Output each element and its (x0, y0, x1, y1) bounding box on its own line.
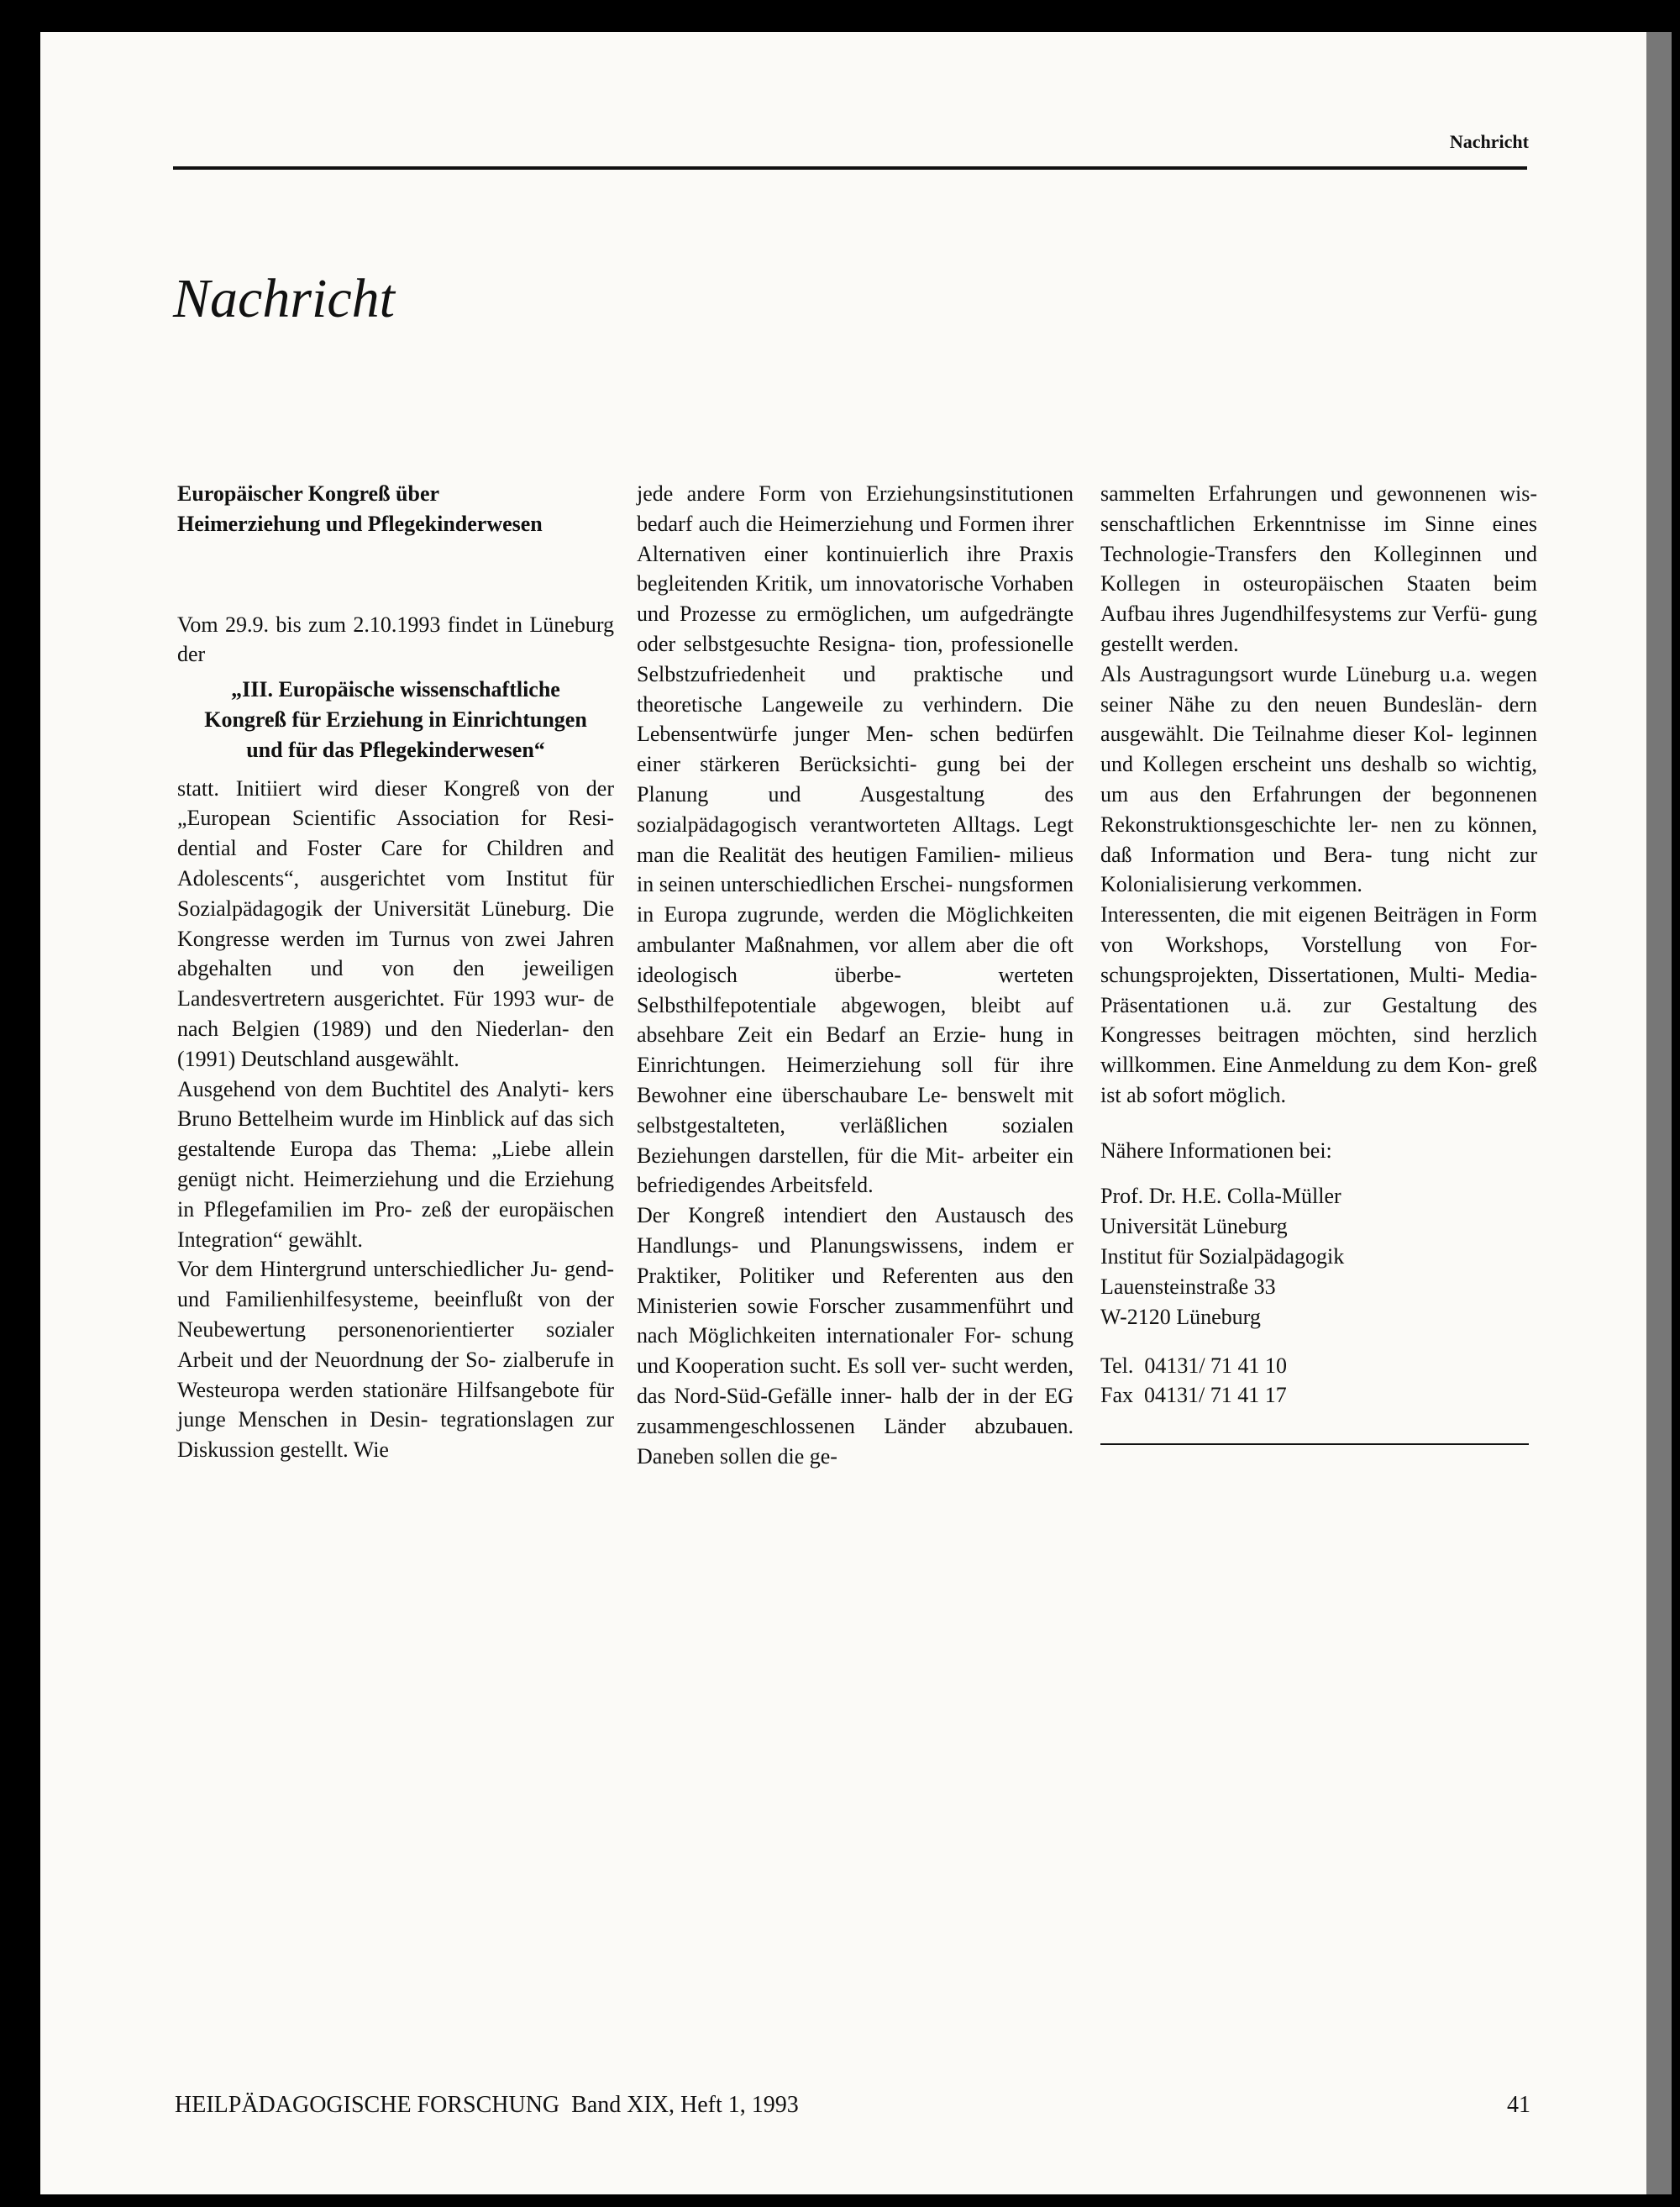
paragraph (177, 1075, 614, 1255)
text-line: nungsformen in Europa zugrunde, werden (637, 872, 1074, 927)
text-line: Interessenten, die mit eigenen Beiträgen in (1100, 902, 1483, 927)
text-line: dential and Foster Care for Children and (177, 836, 614, 861)
text-line: Legt man die Realität des heutigen Familien- (637, 812, 1074, 867)
text-line: und die Erziehung in Pflegefamilien im Pro- (177, 1166, 615, 1222)
text-line: Sozialpädagogik der Universität Lüneburg. (177, 896, 572, 921)
text-line: so wichtig, um aus den Erfahrungen der (1100, 752, 1538, 807)
running-head: Nachricht (1449, 131, 1529, 152)
text-line: nen zu können, daß Information und Bera- (1100, 812, 1538, 867)
contact-line: W-2120 Lüneburg (1100, 1304, 1261, 1329)
text-line: Vorhaben und Prozesse zu ermöglichen, um (637, 571, 1074, 627)
paragraph (1100, 900, 1537, 1111)
text-line: begonnenen Rekonstruktionsgeschichte ler- (1100, 781, 1538, 837)
contact-address (1100, 1181, 1537, 1332)
text-line: sozialpädagogisch verantworteten Alltags. (637, 812, 1021, 837)
text-line: dern ausgewählt. Die Teilnahme dieser Kol- (1100, 691, 1537, 747)
paragraph (637, 1201, 1074, 1471)
text-line: vor allem aber die oft ideologisch überbe- (637, 932, 1074, 987)
page-edge-shadow (1646, 32, 1672, 2194)
text-line: Ministerien sowie Forscher zusammenführt (637, 1293, 1032, 1318)
contact-line: Institut für Sozialpädagogik (1100, 1243, 1345, 1269)
congress-name (177, 675, 614, 765)
end-rule (1100, 1443, 1529, 1445)
text-line: werteten Selbsthilfepotentiale abgewogen, (637, 962, 1074, 1017)
text-line: gung bei der Planung und Ausgestaltung des (637, 752, 1074, 807)
column-2 (637, 479, 1074, 1471)
text-line: greß ist ab sofort möglich. (1100, 1053, 1537, 1107)
text-line: Adolescents“, ausgerichtet vom Institut für (177, 865, 614, 891)
text-line: benswelt mit selbstgestalteten, verläßlichen (637, 1082, 1074, 1138)
text-line: Jahren abgehalten und von den jeweiligen (177, 926, 614, 981)
text-line: jede andere Form von Erziehungsinstitutionen (637, 481, 1074, 506)
paragraph (177, 610, 614, 670)
text-line: gung gestellt werden. (1100, 602, 1537, 656)
journal-page (40, 32, 1646, 2194)
text-line: praktische und theoretische Langeweile zu (637, 661, 1074, 717)
text-line: arbeiter ein befriedigendes Arbeitsfeld. (637, 1143, 1074, 1198)
text-line: Lüneburg der (177, 612, 615, 667)
text-line: Der Kongreß intendiert den Austausch des (637, 1203, 1074, 1228)
text-line: Vor dem Hintergrund unterschiedlicher Ju- (177, 1257, 558, 1282)
text-line: schungsprojekten, Dissertationen, Multi- (1100, 962, 1465, 987)
text-line: sozialen Beziehungen darstellen, für die Mit- (637, 1112, 1074, 1168)
text-line: sozialer Arbeit und der Neuordnung der So- (177, 1316, 614, 1372)
footer-journal-citation: HEILPÄDAGOGISCHE FORSCHUNG Band XIX, Heft 1, 1993 (175, 2092, 799, 2118)
text-line: ihrer Alternativen einer kontinuierlich ihre (637, 511, 1074, 566)
text-line: hung in Einrichtungen. Heimerziehung soll (637, 1022, 1074, 1078)
text-line: tegrationslagen zur Diskussion gestellt. Wie (177, 1407, 615, 1463)
text-line: Landesvertretern ausgerichtet. Für 1993 wur- (177, 986, 585, 1012)
section-title: Nachricht (173, 268, 395, 329)
info-label: Nähere Informationen bei: (1100, 1138, 1332, 1163)
text-line: de nach Belgien (1989) und den Niederlan- (177, 986, 615, 1041)
text-line: Als Austragungsort wurde Lüneburg u.a. (1100, 661, 1472, 686)
text-line: Hilfsangebote für junge Menschen in Desin- (177, 1377, 614, 1432)
text-line: senschaftlichen Erkenntnisse im Sinne eines (1100, 511, 1537, 536)
text-line: Handlungs- und Planungswissens, indem er (637, 1232, 1074, 1258)
text-line: Technologie-Transfers den Kolleginnen und (1100, 541, 1537, 566)
text-line: Kongreß für Erziehung in Einrichtungen (204, 707, 587, 732)
text-line: halb der in der EG zusammengeschlossenen (637, 1383, 1074, 1438)
contact-line: Prof. Dr. H.E. Colla-Müller (1100, 1183, 1341, 1208)
paragraph (1100, 659, 1537, 900)
text-line: „III. Europäische wissenschaftliche (231, 677, 560, 702)
text-line: sucht werden, das Nord-Süd-Gefälle inner- (637, 1353, 1074, 1408)
text-line: willkommen. Eine Anmeldung zu dem Kon- (1100, 1053, 1493, 1078)
text-line: und für das Pflegekinderwesen“ (246, 737, 545, 762)
page-number: 41 (1507, 2092, 1530, 2118)
header-rule (173, 166, 1527, 170)
text-line: zialberufe in Westeuropa werden stationäre (177, 1347, 615, 1402)
column-3 (1100, 479, 1537, 1411)
text-line: Praktiker, Politiker und Referenten aus den (637, 1263, 1074, 1288)
text-line: von der Neubewertung personenorientierter (177, 1287, 615, 1342)
text-line: schung und Kooperation sucht. Es soll ver- (637, 1323, 1074, 1379)
text-line: kers Bruno Bettelheim wurde im Hinblick (177, 1076, 614, 1132)
article-title (177, 479, 614, 539)
text-line: statt. Initiiert wird dieser Kongreß von der (177, 775, 614, 801)
text-line: schen bedürfen einer stärkeren Berücksichti- (637, 722, 1074, 777)
text-line: sammelten Erfahrungen und gewonnenen wis- (1100, 481, 1537, 506)
paragraph (1100, 479, 1537, 659)
text-line: Media-Präsentationen u.ä. zur Gestaltung des (1100, 962, 1537, 1017)
article-title-line: Europäischer Kongreß über (177, 481, 440, 506)
text-line: milieus in seinen unterschiedlichen Erschei- (637, 842, 1074, 897)
text-line: für ihre Bewohner eine überschaubare Le- (637, 1053, 1074, 1107)
text-line: Vom 29.9. bis zum 2.10.1993 findet in (177, 612, 522, 637)
text-line: Kollegen in osteuropäischen Staaten beim (1100, 571, 1537, 596)
text-line: Praxis begleitenden Kritik, um innovatorische (637, 541, 1074, 596)
text-line: auf das sich gestaltende Europa das Thema: (177, 1106, 614, 1162)
text-line: die Möglichkeiten ambulanter Maßnahmen, (637, 902, 1074, 957)
text-line: bleibt auf absehbare Zeit ein Bedarf an Erzie- (637, 992, 1074, 1048)
contact-line: Universität Lüneburg (1100, 1213, 1288, 1238)
text-line: Aufbau ihres Jugendhilfesystems zur Verfü- (1100, 602, 1488, 627)
text-line: bedarf auch die Heimerziehung und Formen (637, 511, 1026, 536)
text-line: Kongresses beitragen möchten, sind herzlich (1100, 1022, 1537, 1048)
contact-phone (1100, 1351, 1537, 1411)
text-line: leginnen und Kollegen erscheint uns deshalb (1100, 722, 1537, 777)
text-line: und nach Möglichkeiten internationaler For- (637, 1293, 1074, 1348)
text-line: den (1991) Deutschland ausgewählt. (177, 1016, 615, 1071)
fax-number: Fax 04131/ 71 41 17 (1100, 1383, 1287, 1408)
contact-line: Lauensteinstraße 33 (1100, 1274, 1276, 1299)
text-line: Die Kongresse werden im Turnus von zwei (177, 896, 614, 951)
article-title-line: Heimerziehung und Pflegekinderwesen (177, 511, 543, 536)
paragraph (177, 1254, 614, 1465)
text-line: verhindern. Die Lebensentwürfe junger Men- (637, 691, 1074, 747)
column-1 (177, 479, 614, 1465)
text-line: Form von Workshops, Vorstellung von For- (1100, 902, 1538, 957)
text-line: tion, professionelle Selbstzufriedenheit und (637, 631, 1074, 686)
text-line: „Liebe allein genügt nicht. Heimerziehung (177, 1137, 614, 1191)
paragraph (177, 774, 614, 1075)
text-line: zeß der europäischen Integration“ gewählt. (177, 1196, 614, 1252)
text-line: gend- und Familienhilfesysteme, beeinflußt (177, 1257, 615, 1312)
text-line: „European Scientific Association for Resi- (177, 806, 614, 831)
text-line: Länder abzubauen. Daneben sollen die ge- (637, 1413, 1074, 1469)
text-line: Ausgehend von dem Buchtitel des Analyti- (177, 1076, 570, 1101)
text-line: wegen seiner Nähe zu den neuen Bundeslän- (1100, 661, 1538, 717)
phone-number: Tel. 04131/ 71 41 10 (1100, 1353, 1288, 1378)
text-line: tung nicht zur Kolonialisierung verkommen. (1100, 842, 1537, 897)
paragraph (637, 479, 1074, 1201)
text-line: aufgedrängte oder selbstgesuchte Resigna- (637, 602, 1074, 656)
